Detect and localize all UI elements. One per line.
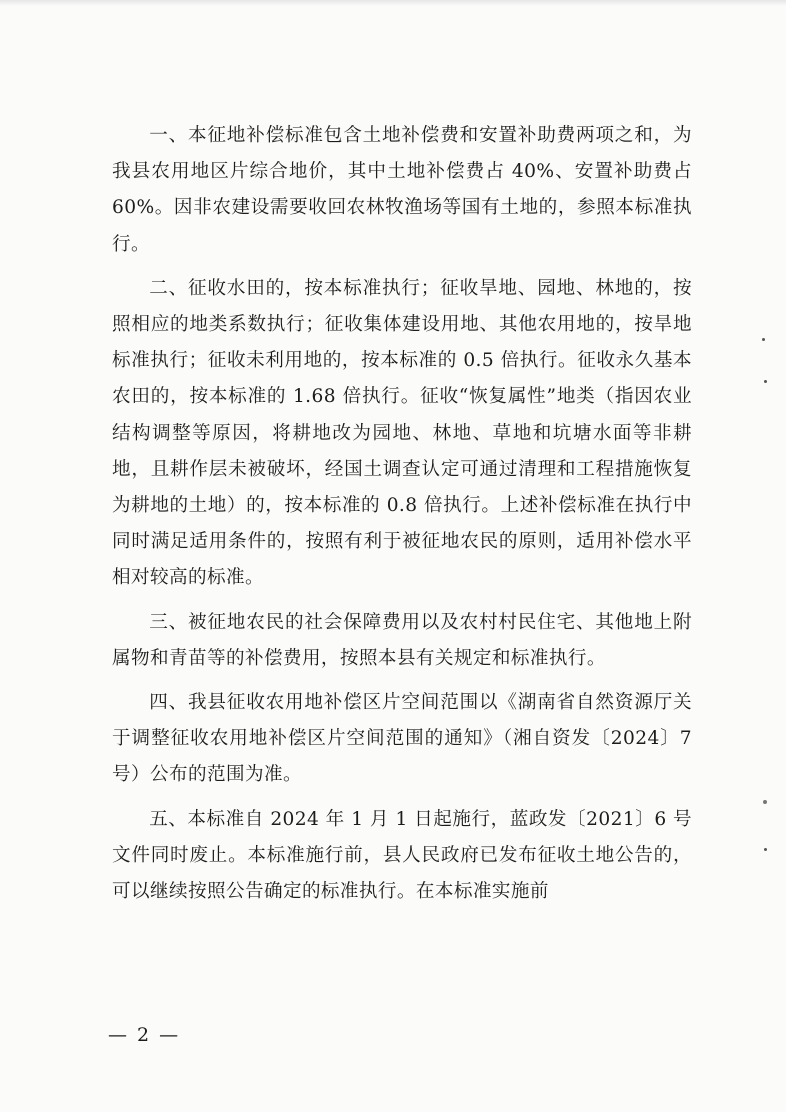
scan-speck (763, 800, 767, 804)
page-number: — 2 — (108, 1024, 181, 1046)
paragraph-2: 二、征收水田的，按本标准执行；征收旱地、园地、林地的，按照相应的地类系数执行；征收集体建设用地、其他农用地的，按旱地标准执行；征收未利用地的，按本标准的 0.5 倍执行。征收永久基本农田的，按本标准的 1.68 倍执行。征收“恢复属性”地类（指因农业结构调整等原因，将耕地改为园地、林地、草地和坑塘水面等非耕地，且耕作层未被破坏，经国土调查认定可通过清理和工程措施恢复为耕地的土地）的，按本标准的 0.8 倍执行。上述补偿标准在执行中同时满足适用条件的，按照有利于被征地农民的原则，适用补偿水平相对较高的标准。 (112, 277, 692, 589)
paragraph-1: 一、本征地补偿标准包含土地补偿费和安置补助费两项之和，为我县农用地区片综合地价，其中土地补偿费占 40%、安置补助费占 60%。因非农建设需要收回农林牧渔场等国有土地的，参照本标准执行。 (112, 125, 692, 255)
document-body (112, 118, 692, 918)
scan-speck (764, 848, 767, 851)
paragraph-5: 五、本标准自 2024 年 1 月 1 日起施行，蓝政发〔2021〕6 号文件同时废止。本标准施行前，县人民政府已发布征收土地公告的，可以继续按照公告确定的标准执行。在本标准实施前 (112, 808, 692, 903)
paragraph-3: 三、被征地农民的社会保障费用以及农村村民住宅、其他地上附属物和青苗等的补偿费用，按照本县有关规定和标准执行。 (112, 611, 692, 669)
scan-speck (764, 380, 767, 383)
scan-top-edge (0, 0, 786, 6)
paragraph-4: 四、我县征收农用地补偿区片空间范围以《湖南省自然资源厅关于调整征收农用地补偿区片空间范围的通知》（湘自资发〔2024〕7 号）公布的范围为准。 (112, 692, 692, 786)
scan-speck (762, 338, 765, 341)
